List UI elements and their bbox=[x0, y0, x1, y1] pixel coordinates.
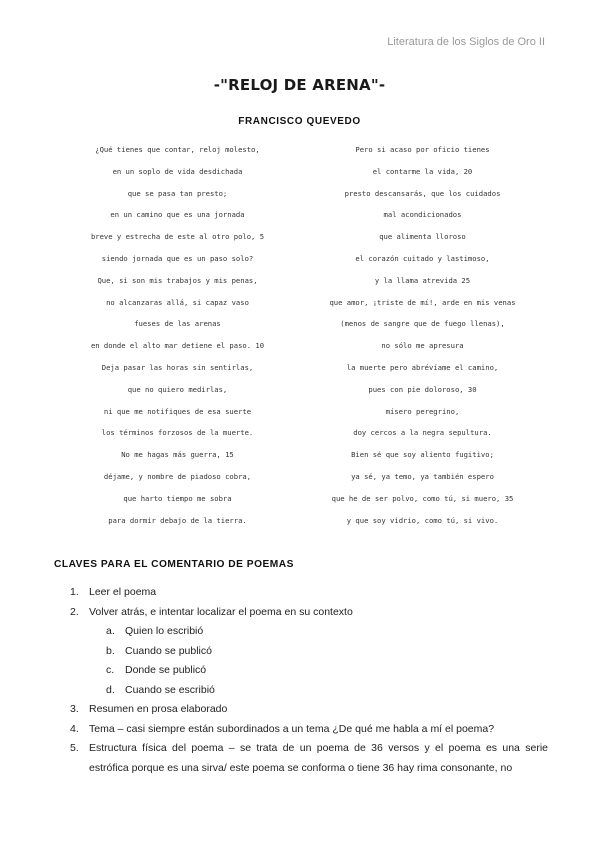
list-number: 5. bbox=[70, 742, 79, 754]
verse: (menos de sangre que de fuego llenas), bbox=[340, 319, 505, 329]
poem-body bbox=[60, 139, 540, 531]
verse: que no quiero medirlas, bbox=[127, 384, 228, 394]
verse: no sólo me apresura bbox=[381, 341, 464, 351]
verse: el corazón cuitado y lastimoso, bbox=[355, 253, 490, 263]
poem-left-column bbox=[60, 139, 295, 531]
sub-list-text: Cuando se escribió bbox=[125, 683, 215, 696]
verse: siendo jornada que es un paso solo? bbox=[101, 253, 254, 263]
verse: mísero peregrino, bbox=[385, 406, 460, 416]
verse: el contarme la vida, 20 bbox=[372, 166, 473, 176]
sub-list-letter: a. bbox=[106, 625, 115, 637]
list-item bbox=[70, 720, 548, 740]
sub-list-text: Donde se publicó bbox=[125, 664, 207, 676]
sub-list-letter: d. bbox=[106, 683, 115, 696]
verse: y que soy vidrio, como tú, si vivo. bbox=[346, 515, 499, 525]
sub-list-item bbox=[70, 661, 548, 681]
verse: Deja pasar las horas sin sentirlas, bbox=[101, 362, 254, 372]
steps-list bbox=[70, 583, 548, 778]
poem-title: -"RELOJ DE ARENA"- bbox=[213, 76, 386, 94]
section-title: CLAVES PARA EL COMENTARIO DE POEMAS bbox=[54, 559, 294, 570]
list-item-continuation: estrófica porque es una sirva/ este poema se conforma o tiene 36 hay rima consonante, no bbox=[89, 761, 513, 774]
verse: presto descansarás, que los cuidados bbox=[344, 188, 501, 198]
list-item bbox=[70, 700, 548, 720]
verse: Pero si acaso por oficio tienes bbox=[355, 145, 490, 154]
verse: déjame, y nombre de piadoso cobra, bbox=[103, 471, 252, 481]
verse: que se pasa tan presto; bbox=[127, 188, 228, 198]
list-text: Estructura física del poema – se trata de un poema de 36 versos y el poema es una serie bbox=[89, 742, 548, 754]
list-text: Tema – casi siempre están subordinados a un tema ¿De qué me habla a mí el poema? bbox=[89, 722, 495, 735]
verse: en un soplo de vida desdichada bbox=[112, 166, 243, 176]
verse: en un camino que es una jornada bbox=[110, 210, 245, 220]
list-text: Leer el poema bbox=[89, 586, 157, 598]
verse: que alimenta lloroso bbox=[379, 232, 466, 242]
verse: y la llama atrevida 25 bbox=[374, 275, 471, 285]
verse: Que, si son mis trabajos y mis penas, bbox=[97, 275, 258, 285]
verse: pues con pie doloroso, 30 bbox=[368, 384, 477, 394]
list-number: 2. bbox=[70, 605, 79, 618]
poem-author: FRANCISCO QUEVEDO bbox=[238, 116, 361, 127]
list-number: 4. bbox=[70, 722, 79, 735]
list-text: Resumen en prosa elaborado bbox=[89, 703, 228, 715]
document-header: Literatura de los Siglos de Oro II bbox=[387, 36, 545, 48]
verse: que harto tiempo me sobra bbox=[123, 493, 232, 503]
sub-list-item bbox=[70, 681, 548, 701]
verse: breve y estrecha de este al otro polo, 5 bbox=[90, 232, 265, 242]
verse: ya sé, ya temo, ya también espero bbox=[351, 471, 494, 481]
poem-right-column bbox=[305, 139, 540, 531]
verse: doy cercos a la negra sepultura. bbox=[353, 428, 492, 438]
verse: fueses de las arenas bbox=[134, 319, 221, 329]
list-text: Volver atrás, e intentar localizar el poema en su contexto bbox=[89, 605, 353, 618]
sub-list-item bbox=[70, 622, 548, 642]
list-number: 1. bbox=[70, 586, 79, 598]
verse: No me hagas más guerra, 15 bbox=[121, 450, 234, 460]
list-item bbox=[70, 739, 548, 759]
list-item bbox=[70, 583, 548, 603]
verse: para dormir debajo de la tierra. bbox=[108, 515, 247, 525]
verse: mal acondicionados bbox=[383, 210, 462, 220]
verse: los términos forzosos de la muerte. bbox=[101, 428, 254, 438]
list-number: 3. bbox=[70, 703, 79, 715]
verse: la muerte pero abrévíame el camino, bbox=[346, 362, 499, 372]
verse: que amor, ¡triste de mí!, arde en mis venas bbox=[329, 297, 516, 307]
sub-list-text: Cuando se publicó bbox=[125, 644, 212, 657]
verse: ¿Qué tienes que contar, reloj molesto, bbox=[95, 145, 260, 154]
verse: Bien sé que soy aliento fugitivo; bbox=[351, 450, 494, 460]
verse: ni que me notifiques de esa suerte bbox=[103, 406, 252, 416]
sub-list-letter: c. bbox=[106, 664, 115, 676]
sub-list-item bbox=[70, 642, 548, 662]
list-item bbox=[70, 603, 548, 623]
verse: en donde el alto mar detiene el paso. 10 bbox=[90, 341, 265, 351]
sub-list-text: Quien lo escribió bbox=[125, 625, 204, 637]
verse: que he de ser polvo, como tú, si muero, 35 bbox=[331, 493, 514, 503]
verse: no alcanzaras allá, si capaz vaso bbox=[106, 297, 249, 307]
sub-list-letter: b. bbox=[106, 644, 115, 657]
